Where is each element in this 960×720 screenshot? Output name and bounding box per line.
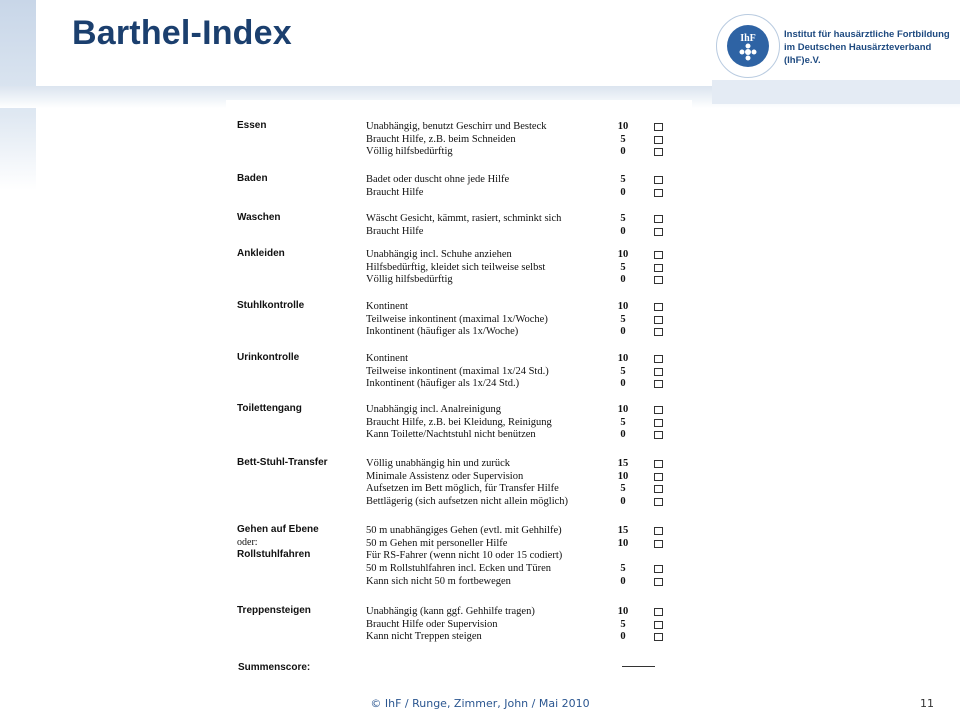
form-item (226, 248, 692, 261)
score-checkbox[interactable] (654, 498, 663, 506)
score-checkbox[interactable] (654, 527, 663, 535)
score-checkbox[interactable] (654, 473, 663, 481)
item-description: Aufsetzen im Bett möglich, für Transfer Hilfe (366, 483, 559, 495)
seal-inner-icon (727, 25, 769, 67)
category-label-extra: oder: (237, 536, 258, 548)
score-checkbox[interactable] (654, 303, 663, 311)
item-description: Braucht Hilfe oder Supervision (366, 618, 498, 630)
score-checkbox[interactable] (654, 316, 663, 324)
logo-line-2: im Deutschen Hausärzteverband (IhF)e.V. (784, 42, 932, 66)
category-label: Baden (237, 173, 268, 184)
form-item (226, 145, 692, 158)
item-points: 5 (620, 563, 626, 575)
score-checkbox[interactable] (654, 578, 663, 586)
item-points: 0 (620, 326, 626, 338)
item-points: 5 (620, 313, 626, 325)
form-item (226, 482, 692, 495)
category-label: Urinkontrolle (237, 352, 300, 363)
item-description: Unabhängig incl. Analreinigung (366, 404, 502, 415)
form-item (226, 186, 692, 199)
score-checkbox[interactable] (654, 380, 663, 388)
category-label: Waschen (237, 212, 281, 223)
item-points: 0 (620, 496, 626, 508)
score-checkbox[interactable] (654, 264, 663, 272)
form-item (226, 403, 692, 416)
form-item (226, 549, 692, 562)
item-points: 5 (620, 365, 626, 377)
form-item (226, 352, 692, 365)
form-item (226, 618, 692, 631)
score-checkbox[interactable] (654, 251, 663, 259)
score-checkbox[interactable] (654, 460, 663, 468)
item-description: Badet oder duscht ohne jede Hilfe (366, 174, 510, 185)
form-item (226, 605, 692, 618)
score-checkbox[interactable] (654, 189, 663, 197)
item-description: Teilweise inkontinent (maximal 1x/Woche) (366, 313, 548, 325)
item-points: 10 (617, 249, 629, 260)
item-points: 10 (617, 121, 629, 132)
item-points: 10 (617, 404, 629, 415)
sum-score-label: Summenscore: (238, 662, 311, 673)
form-item (226, 261, 692, 274)
item-points: 5 (620, 416, 626, 428)
category-label: Treppensteigen (237, 605, 311, 616)
item-description: Unabhängig (kann ggf. Gehhilfe tragen) (366, 606, 535, 617)
item-points: 5 (620, 261, 626, 273)
form-item (226, 212, 692, 225)
form-item (226, 630, 692, 643)
form-item (226, 120, 692, 133)
score-checkbox[interactable] (654, 215, 663, 223)
item-description: Kann nicht Treppen steigen (366, 631, 482, 643)
item-description: Wäscht Gesicht, kämmt, rasiert, schminkt sich (366, 213, 562, 224)
item-points: 10 (617, 301, 629, 312)
slide-title: Barthel-Index (72, 14, 292, 52)
score-checkbox[interactable] (654, 123, 663, 131)
item-description: Völlig hilfsbedürftig (366, 274, 453, 286)
form-item (226, 524, 692, 537)
item-description: Kontinent (366, 353, 408, 364)
item-description: Kann sich nicht 50 m fortbewegen (366, 575, 511, 587)
item-description: Inkontinent (häufiger als 1x/24 Std.) (366, 378, 520, 390)
item-description: Teilweise inkontinent (maximal 1x/24 Std.) (366, 365, 549, 377)
page-number: 11 (920, 697, 934, 710)
item-description: 50 m Rollstuhlfahren incl. Ecken und Türen (366, 563, 551, 575)
ihf-logo (716, 14, 952, 78)
item-points: 0 (620, 225, 626, 237)
form-item (226, 575, 692, 588)
category-label: Bett-Stuhl-Transfer (237, 457, 328, 468)
score-checkbox[interactable] (654, 368, 663, 376)
form-item (226, 377, 692, 390)
sum-score-line[interactable] (622, 666, 655, 667)
form-item (226, 562, 692, 575)
item-points: 5 (620, 174, 626, 185)
item-description: Inkontinent (häufiger als 1x/Woche) (366, 326, 519, 338)
score-checkbox[interactable] (654, 136, 663, 144)
form-item (226, 173, 692, 186)
form-item (226, 365, 692, 378)
score-checkbox[interactable] (654, 328, 663, 336)
score-checkbox[interactable] (654, 621, 663, 629)
item-points: 0 (620, 631, 626, 643)
item-description: Braucht Hilfe, z.B. bei Kleidung, Reinigung (366, 416, 552, 428)
item-description: Unabhängig incl. Schuhe anziehen (366, 249, 512, 260)
item-points: 0 (620, 575, 626, 587)
form-item (226, 416, 692, 429)
logo-line-1: Institut für hausärztliche Fortbildung (784, 29, 950, 40)
form-item (226, 133, 692, 146)
form-item (226, 495, 692, 508)
score-checkbox[interactable] (654, 485, 663, 493)
item-description: Minimale Assistenz oder Supervision (366, 470, 524, 482)
item-points: 0 (620, 186, 626, 198)
item-points: 5 (620, 483, 626, 495)
score-checkbox[interactable] (654, 540, 663, 548)
item-points: 10 (617, 353, 629, 364)
form-item (226, 457, 692, 470)
category-label-extra: Rollstuhlfahren (237, 549, 311, 561)
item-description: Braucht Hilfe (366, 186, 424, 198)
form-item (226, 325, 692, 338)
category-label: Ankleiden (237, 248, 285, 259)
item-points: 10 (617, 470, 629, 482)
item-description: Völlig hilfsbedürftig (366, 146, 453, 158)
item-description: Kontinent (366, 301, 408, 312)
item-description: 50 m unabhängiges Gehen (evtl. mit Gehhilfe) (366, 525, 562, 536)
form-item (226, 537, 692, 550)
form-item (226, 273, 692, 286)
category-label: Gehen auf Ebene (237, 524, 319, 535)
item-description: Für RS-Fahrer (wenn nicht 10 oder 15 codiert) (366, 550, 563, 562)
score-checkbox[interactable] (654, 148, 663, 156)
score-checkbox[interactable] (654, 355, 663, 363)
score-checkbox[interactable] (654, 228, 663, 236)
item-points: 5 (620, 618, 626, 630)
item-description: Hilfsbedürftig, kleidet sich teilweise selbst (366, 261, 546, 273)
form-item (226, 428, 692, 441)
category-label: Stuhlkontrolle (237, 300, 305, 311)
background-right-band (712, 80, 960, 104)
score-checkbox[interactable] (654, 633, 663, 641)
score-checkbox[interactable] (654, 419, 663, 427)
logo-text (784, 28, 954, 67)
form-item (226, 225, 692, 238)
item-points: 5 (620, 133, 626, 145)
category-label: Toilettengang (237, 403, 302, 414)
item-description: Unabhängig, benutzt Geschirr und Besteck (366, 121, 547, 132)
item-description: Bettlägerig (sich aufsetzen nicht allein möglich) (366, 496, 569, 508)
form-item (226, 300, 692, 313)
score-checkbox[interactable] (654, 608, 663, 616)
score-checkbox[interactable] (654, 276, 663, 284)
item-description: 50 m Gehen mit personeller Hilfe (366, 537, 508, 549)
item-points: 0 (620, 429, 626, 441)
seal-text: IhF (740, 33, 756, 44)
category-label: Essen (237, 120, 267, 131)
flower-icon (727, 25, 769, 67)
score-checkbox[interactable] (654, 176, 663, 184)
item-description: Kann Toilette/Nachtstuhl nicht benützen (366, 429, 536, 441)
seal-icon (716, 14, 780, 78)
item-points: 10 (617, 537, 629, 549)
score-checkbox[interactable] (654, 431, 663, 439)
score-checkbox[interactable] (654, 565, 663, 573)
item-points: 15 (617, 525, 629, 536)
item-points: 0 (620, 378, 626, 390)
score-checkbox[interactable] (654, 406, 663, 414)
item-description: Völlig unabhängig hin und zurück (366, 458, 511, 469)
item-points: 15 (617, 458, 629, 469)
item-points: 0 (620, 146, 626, 158)
item-points: 0 (620, 274, 626, 286)
item-description: Braucht Hilfe, z.B. beim Schneiden (366, 133, 516, 145)
footer-credit: © IhF / Runge, Zimmer, John / Mai 2010 (370, 697, 590, 710)
item-points: 5 (620, 213, 626, 224)
item-description: Braucht Hilfe (366, 225, 424, 237)
form-item (226, 313, 692, 326)
form-item (226, 470, 692, 483)
barthel-form (226, 100, 692, 680)
item-points: 10 (617, 606, 629, 617)
